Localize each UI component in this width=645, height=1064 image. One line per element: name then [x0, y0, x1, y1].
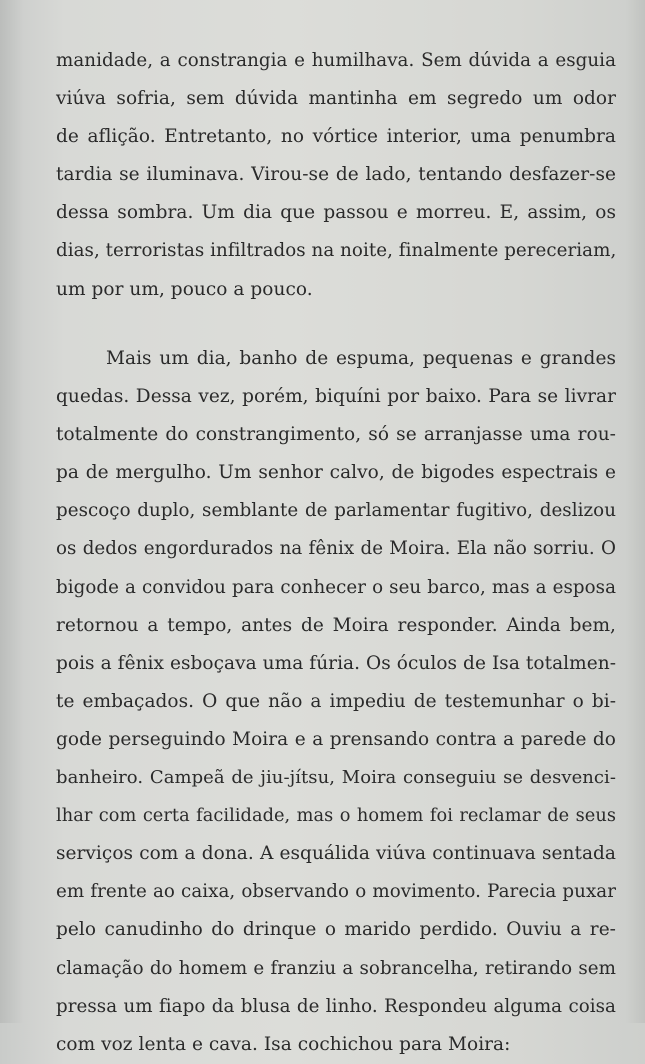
paragraph-2 — [56, 340, 616, 1064]
text-line: os dedos engordurados na fênix de Moira. Ela não sorriu. O — [56, 538, 616, 560]
text-line: te embaçados. O que não a impediu de testemunhar o bi- — [56, 690, 616, 712]
page-edge-shadow — [625, 0, 645, 1023]
text-line: pelo canudinho do drinque o marido perdido. Ouviu a re- — [56, 919, 616, 941]
text-line: serviços com a dona. A esquálida viúva continuava sentada — [56, 843, 616, 865]
text-line: em frente ao caixa, observando o movimento. Parecia puxar — [56, 881, 616, 903]
text-line: gode perseguindo Moira e a prensando contra a parede do — [56, 728, 616, 750]
text-line: dessa sombra. Um dia que passou e morreu. E, assim, os — [56, 202, 616, 224]
text-line: quedas. Dessa vez, porém, biquíni por baixo. Para se livrar — [56, 386, 616, 408]
text-line: pescoço duplo, semblante de parlamentar fugitivo, deslizou — [56, 500, 616, 522]
text-line: lhar com certa facilidade, mas o homem foi reclamar de seus — [56, 806, 616, 827]
text-line: um por um, pouco a pouco. — [56, 278, 313, 300]
text-line: clamação do homem e franziu a sobrancelha, retirando sem — [56, 957, 616, 979]
text-line: dias, terroristas infiltrados na noite, finalmente pereceriam, — [56, 240, 617, 262]
page-gutter-shadow — [0, 0, 24, 1023]
text-line: de aflição. Entretanto, no vórtice interior, uma penumbra — [56, 126, 616, 148]
text-line: pa de mergulho. Um senhor calvo, de bigodes espectrais e — [56, 462, 616, 484]
text-line: pois a fênix esboçava uma fúria. Os óculos de Isa totalmen- — [56, 652, 616, 674]
text-line: tardia se iluminava. Virou-se de lado, tentando desfazer-se — [56, 164, 616, 186]
text-line: retornou a tempo, antes de Moira responder. Ainda bem, — [56, 614, 616, 636]
text-line: Mais um dia, banho de espuma, pequenas e grandes — [106, 348, 616, 369]
text-line: pressa um fiapo da blusa de linho. Respondeu alguma coisa — [56, 995, 616, 1017]
text-line: bigode a convidou para conhecer o seu barco, mas a esposa — [56, 576, 616, 598]
text-line: totalmente do constrangimento, só se arranjasse uma rou- — [56, 424, 616, 446]
paragraph-1 — [56, 42, 616, 309]
text-line: banheiro. Campeã de jiu-jítsu, Moira conseguiu se desvenci- — [56, 767, 616, 789]
text-line: viúva sofria, sem dúvida mantinha em segredo um odor — [56, 88, 616, 110]
text-line: com voz lenta e cava. Isa cochichou para Moira: — [56, 1033, 511, 1055]
text-line: manidade, a constrangia e humilhava. Sem dúvida a esguia — [56, 50, 616, 71]
